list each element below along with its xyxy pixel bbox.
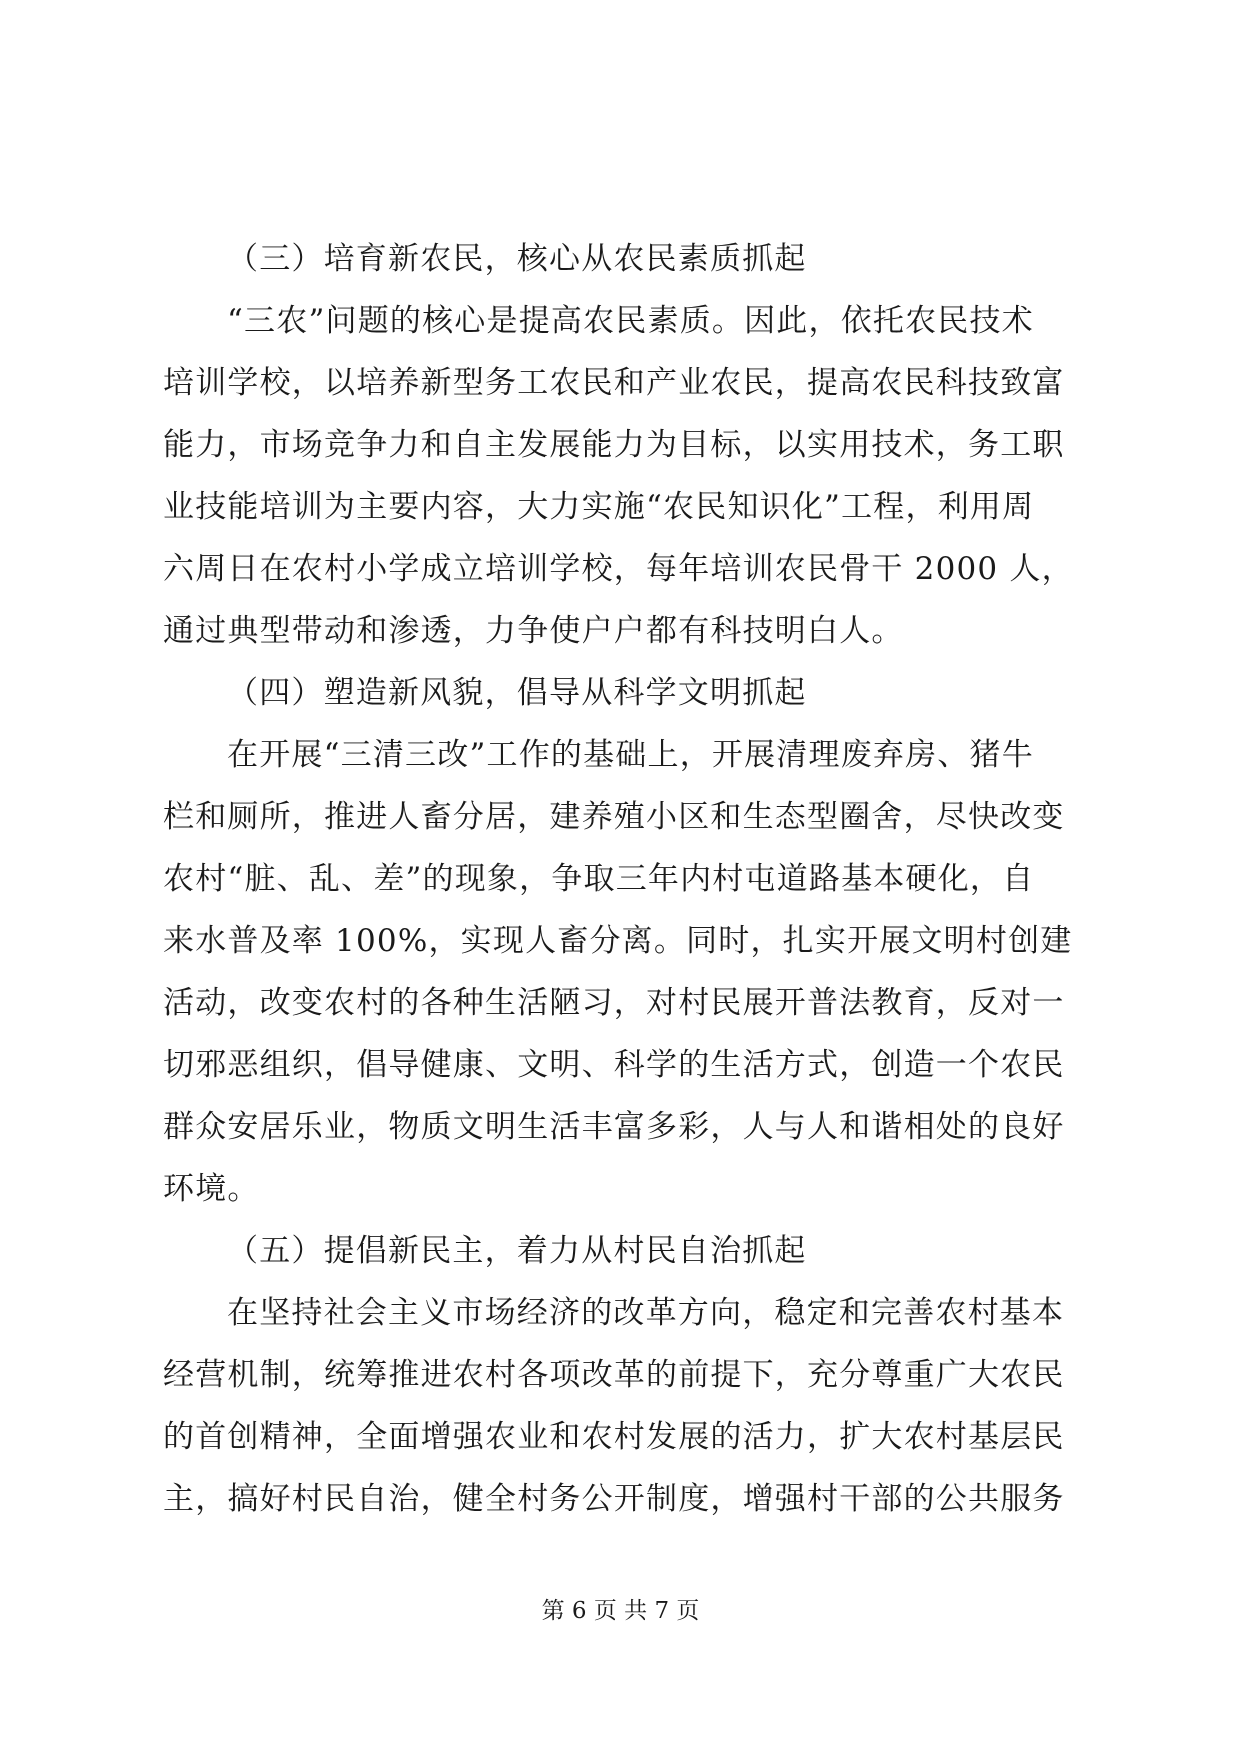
paragraph-line: 业技能培训为主要内容，大力实施“农民知识化”工程，利用周 [163, 489, 1035, 525]
section-heading-4: （四）塑造新风貌，倡导从科学文明抓起 [227, 675, 807, 711]
paragraph-line: 的首创精神，全面增强农业和农村发展的活力，扩大农村基层民 [163, 1419, 1065, 1455]
paragraph-line: 六周日在农村小学成立培训学校，每年培训农民骨干 2000 人， [163, 551, 1074, 587]
paragraph-line: “三农”问题的核心是提高农民素质。因此，依托农民技术 [227, 303, 1034, 339]
section-heading-5: （五）提倡新民主，着力从村民自治抓起 [227, 1233, 807, 1269]
document-body [163, 228, 1083, 1530]
paragraph-line: 活动，改变农村的各种生活陋习，对村民展开普法教育，反对一 [163, 985, 1065, 1021]
paragraph-line: 经营机制，统筹推进农村各项改革的前提下，充分尊重广大农民 [163, 1357, 1065, 1393]
paragraph-section-5 [163, 1282, 1083, 1530]
page-number-footer: 第 6 页 共 7 页 [541, 1598, 700, 1624]
paragraph-section-3 [163, 290, 1083, 662]
paragraph-line: 群众安居乐业，物质文明生活丰富多彩，人与人和谐相处的良好 [163, 1109, 1065, 1145]
paragraph-line: 农村“脏、乱、差”的现象，争取三年内村屯道路基本硬化，自 [163, 861, 1035, 897]
paragraph-line: 切邪恶组织，倡导健康、文明、科学的生活方式，创造一个农民 [163, 1047, 1065, 1083]
paragraph-line: 来水普及率 100%，实现人畜分离。同时，扎实开展文明村创建 [163, 923, 1073, 959]
paragraph-line: 在开展“三清三改”工作的基础上，开展清理废弃房、猪牛 [227, 737, 1034, 773]
section-heading-3: （三）培育新农民，核心从农民素质抓起 [227, 241, 807, 277]
paragraph-line: 能力，市场竞争力和自主发展能力为目标，以实用技术，务工职 [163, 427, 1065, 463]
paragraph-line: 培训学校，以培养新型务工农民和产业农民，提高农民科技致富 [163, 365, 1065, 401]
paragraph-section-4 [163, 724, 1083, 1220]
paragraph-line: 栏和厕所，推进人畜分居，建养殖小区和生态型圈舍，尽快改变 [163, 799, 1065, 835]
paragraph-line: 通过典型带动和渗透，力争使户户都有科技明白人。 [163, 613, 904, 649]
paragraph-line: 环境。 [163, 1171, 260, 1207]
paragraph-line: 主，搞好村民自治，健全村务公开制度，增强村干部的公共服务 [163, 1481, 1065, 1517]
paragraph-line: 在坚持社会主义市场经济的改革方向，稳定和完善农村基本 [227, 1295, 1065, 1331]
